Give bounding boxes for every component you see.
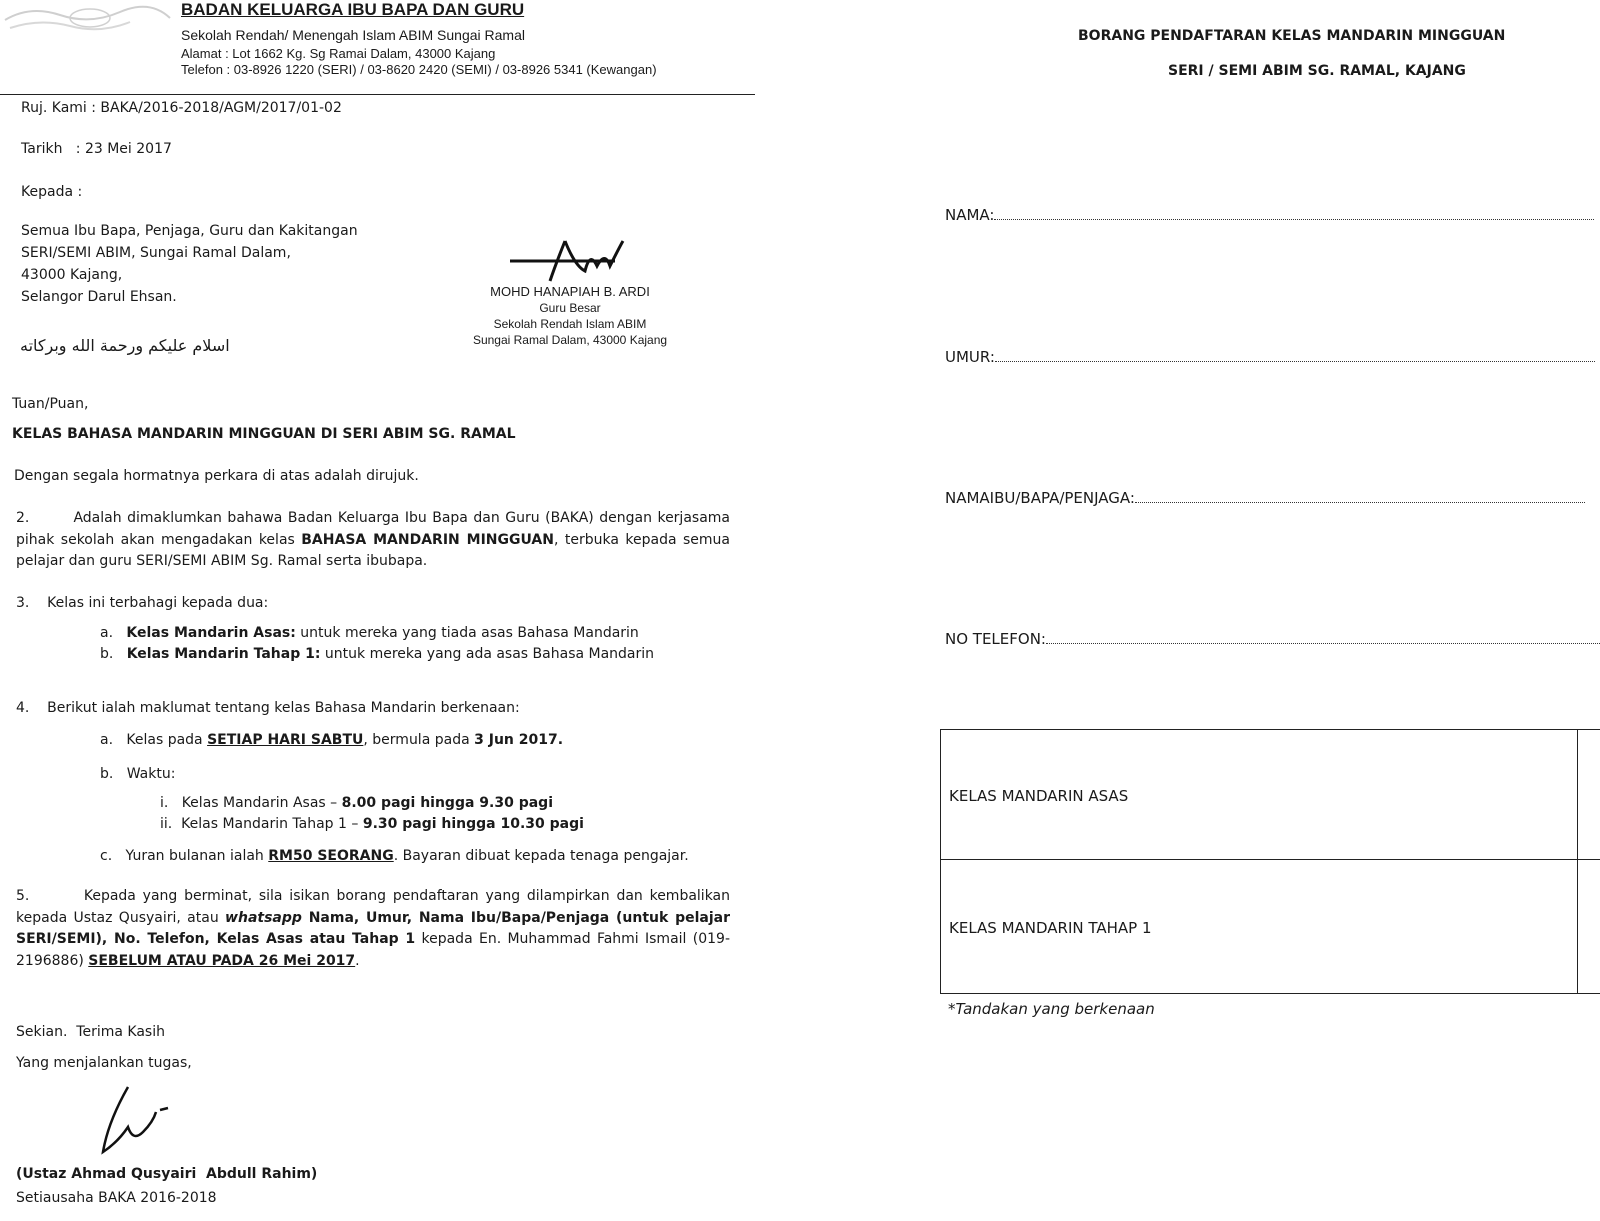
table-border	[941, 993, 1600, 994]
row-class-asas: KELAS MANDARIN ASAS	[949, 787, 1129, 805]
class-asas-desc: untuk mereka yang tiada asas Bahasa Mandarin	[295, 625, 639, 641]
letterhead-org-name: BADAN KELUARGA IBU BAPA DAN GURU	[181, 0, 525, 19]
form-subtitle: SERI / SEMI ABIM SG. RAMAL, KAJANG	[1168, 63, 1466, 79]
list-item	[160, 816, 584, 832]
principal-place: Sungai Ramal Dalam, 43000 Kajang	[472, 333, 668, 347]
paragraph-5	[16, 886, 730, 972]
p5-whatsapp: whatsapp	[225, 909, 302, 926]
time-range: 8.00 pagi hingga 9.30 pagi	[341, 795, 554, 811]
fee-text: . Bayaran dibuat kepada tenaga pengajar.	[393, 848, 689, 864]
p5-deadline: SEBELUM ATAU PADA 26 Mei 2017	[88, 952, 356, 969]
p5-end: .	[355, 952, 360, 969]
table-border	[941, 729, 1600, 730]
fee-amount: RM50 SEORANG	[268, 848, 394, 864]
time-class: Kelas Mandarin Tahap 1 –	[181, 816, 363, 832]
list-item	[100, 848, 689, 864]
schedule-text: , bermula pada	[363, 732, 475, 748]
recipient-line: Selangor Darul Ehsan.	[21, 289, 177, 305]
p2-text-end: , terbuka kepada semua pelajar dan guru SERI/SEMI ABIM Sg. Ramal serta ibubapa.	[16, 531, 730, 569]
name-blank[interactable]	[994, 218, 1594, 220]
p2-number: 2.	[16, 510, 30, 526]
paragraph-4: 4. Berikut ialah maklumat tentang kelas Bahasa Mandarin berkenaan:	[16, 700, 520, 716]
principal-school: Sekolah Rendah Islam ABIM	[493, 317, 647, 331]
closing: Yang menjalankan tugas,	[16, 1055, 192, 1071]
letter-intro: Dengan segala hormatnya perkara di atas adalah dirujuk.	[14, 468, 419, 484]
time-label: Waktu:	[126, 766, 176, 782]
list-marker: a.	[100, 732, 114, 748]
row-class-tahap1: KELAS MANDARIN TAHAP 1	[949, 919, 1152, 937]
principal-stamp	[470, 284, 670, 348]
salutation: Tuan/Puan,	[12, 396, 89, 412]
name-label: NAMA:	[945, 206, 995, 224]
age-label: UMUR:	[945, 348, 995, 366]
principal-name: MOHD HANAPIAH B. ARDI	[490, 284, 650, 299]
paragraph-2	[16, 508, 730, 573]
checkbox-tahap1[interactable]	[1579, 861, 1600, 992]
letterhead-phone: Telefon : 03-8926 1220 (SERI) / 03-8620 2420 (SEMI) / 03-8926 5341 (Kewangan)	[181, 62, 657, 77]
schedule-text: Kelas pada	[126, 732, 208, 748]
list-marker: ii.	[160, 816, 173, 832]
p5-contact: kepada En. Muhammad Fahmi Ismail (019-2196886)	[16, 931, 730, 969]
principal-title: Guru Besar	[539, 301, 601, 315]
paragraph-3: 3. Kelas ini terbahagi kepada dua:	[16, 595, 269, 611]
start-date: 3 Jun 2017.	[474, 732, 564, 748]
form-note: *Tandakan yang berkenaan	[948, 1000, 1155, 1018]
list-item	[100, 766, 175, 782]
list-marker: b.	[100, 766, 114, 782]
class-tahap1-desc: untuk mereka yang ada asas Bahasa Mandarin	[320, 646, 655, 662]
parent-blank[interactable]	[1135, 501, 1585, 503]
age-blank[interactable]	[995, 360, 1595, 362]
closing: Sekian. Terima Kasih	[16, 1024, 165, 1040]
time-range: 9.30 pagi hingga 10.30 pagi	[362, 816, 584, 832]
phone-field[interactable]	[945, 630, 1600, 648]
list-marker: i.	[160, 795, 169, 811]
parent-label: NAMAIBU/BAPA/PENJAGA:	[945, 489, 1135, 507]
p5-required-fields: Nama, Umur, Nama Ibu/Bapa/Penjaga (untuk pelajar SERI/SEMI), No. Telefon, Kelas Asas atau Tahap 1	[16, 909, 730, 947]
list-item	[100, 625, 639, 641]
signer-title: Setiausaha BAKA 2016-2018	[16, 1190, 217, 1206]
to-label: Kepada :	[21, 184, 83, 200]
phone-label: NO TELEFON:	[945, 630, 1046, 648]
list-marker: c.	[100, 848, 113, 864]
recipient-line: 43000 Kajang,	[21, 267, 123, 283]
p2-text: Adalah dimaklumkan bahawa Badan Keluarga Ibu Bapa dan Guru (BAKA) dengan kerjasama pihak sekolah akan mengadakan kelas	[16, 510, 730, 548]
letter-date: Tarikh : 23 Mei 2017	[21, 141, 172, 157]
parent-field[interactable]	[945, 489, 1585, 507]
letter-subject: KELAS BAHASA MANDARIN MINGGUAN DI SERI ABIM SG. RAMAL	[12, 426, 516, 442]
p5-text: Kepada yang berminat, sila isikan borang pendaftaran yang dilampirkan dan kembalikan kepada Ustaz Qusyairi, atau	[16, 888, 731, 926]
class-asas-label: Kelas Mandarin Asas:	[126, 625, 296, 641]
letterhead-divider	[0, 94, 755, 95]
list-item	[160, 795, 553, 811]
recipient-line: SERI/SEMI ABIM, Sungai Ramal Dalam,	[21, 245, 291, 261]
table-border	[941, 859, 1600, 860]
phone-blank[interactable]	[1046, 642, 1600, 644]
fee-text: Yuran bulanan ialah	[125, 848, 269, 864]
school-logo	[0, 0, 175, 36]
class-tahap1-label: Kelas Mandarin Tahap 1:	[126, 646, 321, 662]
arabic-greeting: اسلام عليكم ورحمة الله وبركاته	[20, 336, 230, 355]
signer-name: (Ustaz Ahmad Qusyairi Abdull Rahim)	[16, 1166, 318, 1182]
letterhead-address: Alamat : Lot 1662 Kg. Sg Ramai Dalam, 43000 Kajang	[181, 46, 496, 61]
time-class: Kelas Mandarin Asas –	[181, 795, 342, 811]
schedule-day: SETIAP HARI SABTU	[207, 732, 364, 748]
checkbox-asas[interactable]	[1579, 731, 1600, 858]
age-field[interactable]	[945, 348, 1595, 366]
class-selection-table	[940, 729, 1600, 994]
p5-number: 5.	[16, 888, 30, 904]
p2-class-name: BAHASA MANDARIN MINGGUAN	[301, 531, 554, 548]
letterhead-school: Sekolah Rendah/ Menengah Islam ABIM Sungai Ramal	[181, 27, 525, 43]
name-field[interactable]	[945, 206, 1594, 224]
list-item	[100, 646, 654, 662]
list-item	[100, 732, 563, 748]
reference-number: Ruj. Kami : BAKA/2016-2018/AGM/2017/01-02	[21, 100, 342, 116]
recipient-line: Semua Ibu Bapa, Penjaga, Guru dan Kakitangan	[21, 223, 358, 239]
form-title: BORANG PENDAFTARAN KELAS MANDARIN MINGGUAN	[1078, 28, 1506, 44]
list-marker: a.	[100, 625, 114, 641]
table-border	[1577, 729, 1578, 994]
list-marker: b.	[100, 646, 114, 662]
principal-signature	[505, 236, 635, 286]
secretary-signature	[98, 1082, 178, 1162]
